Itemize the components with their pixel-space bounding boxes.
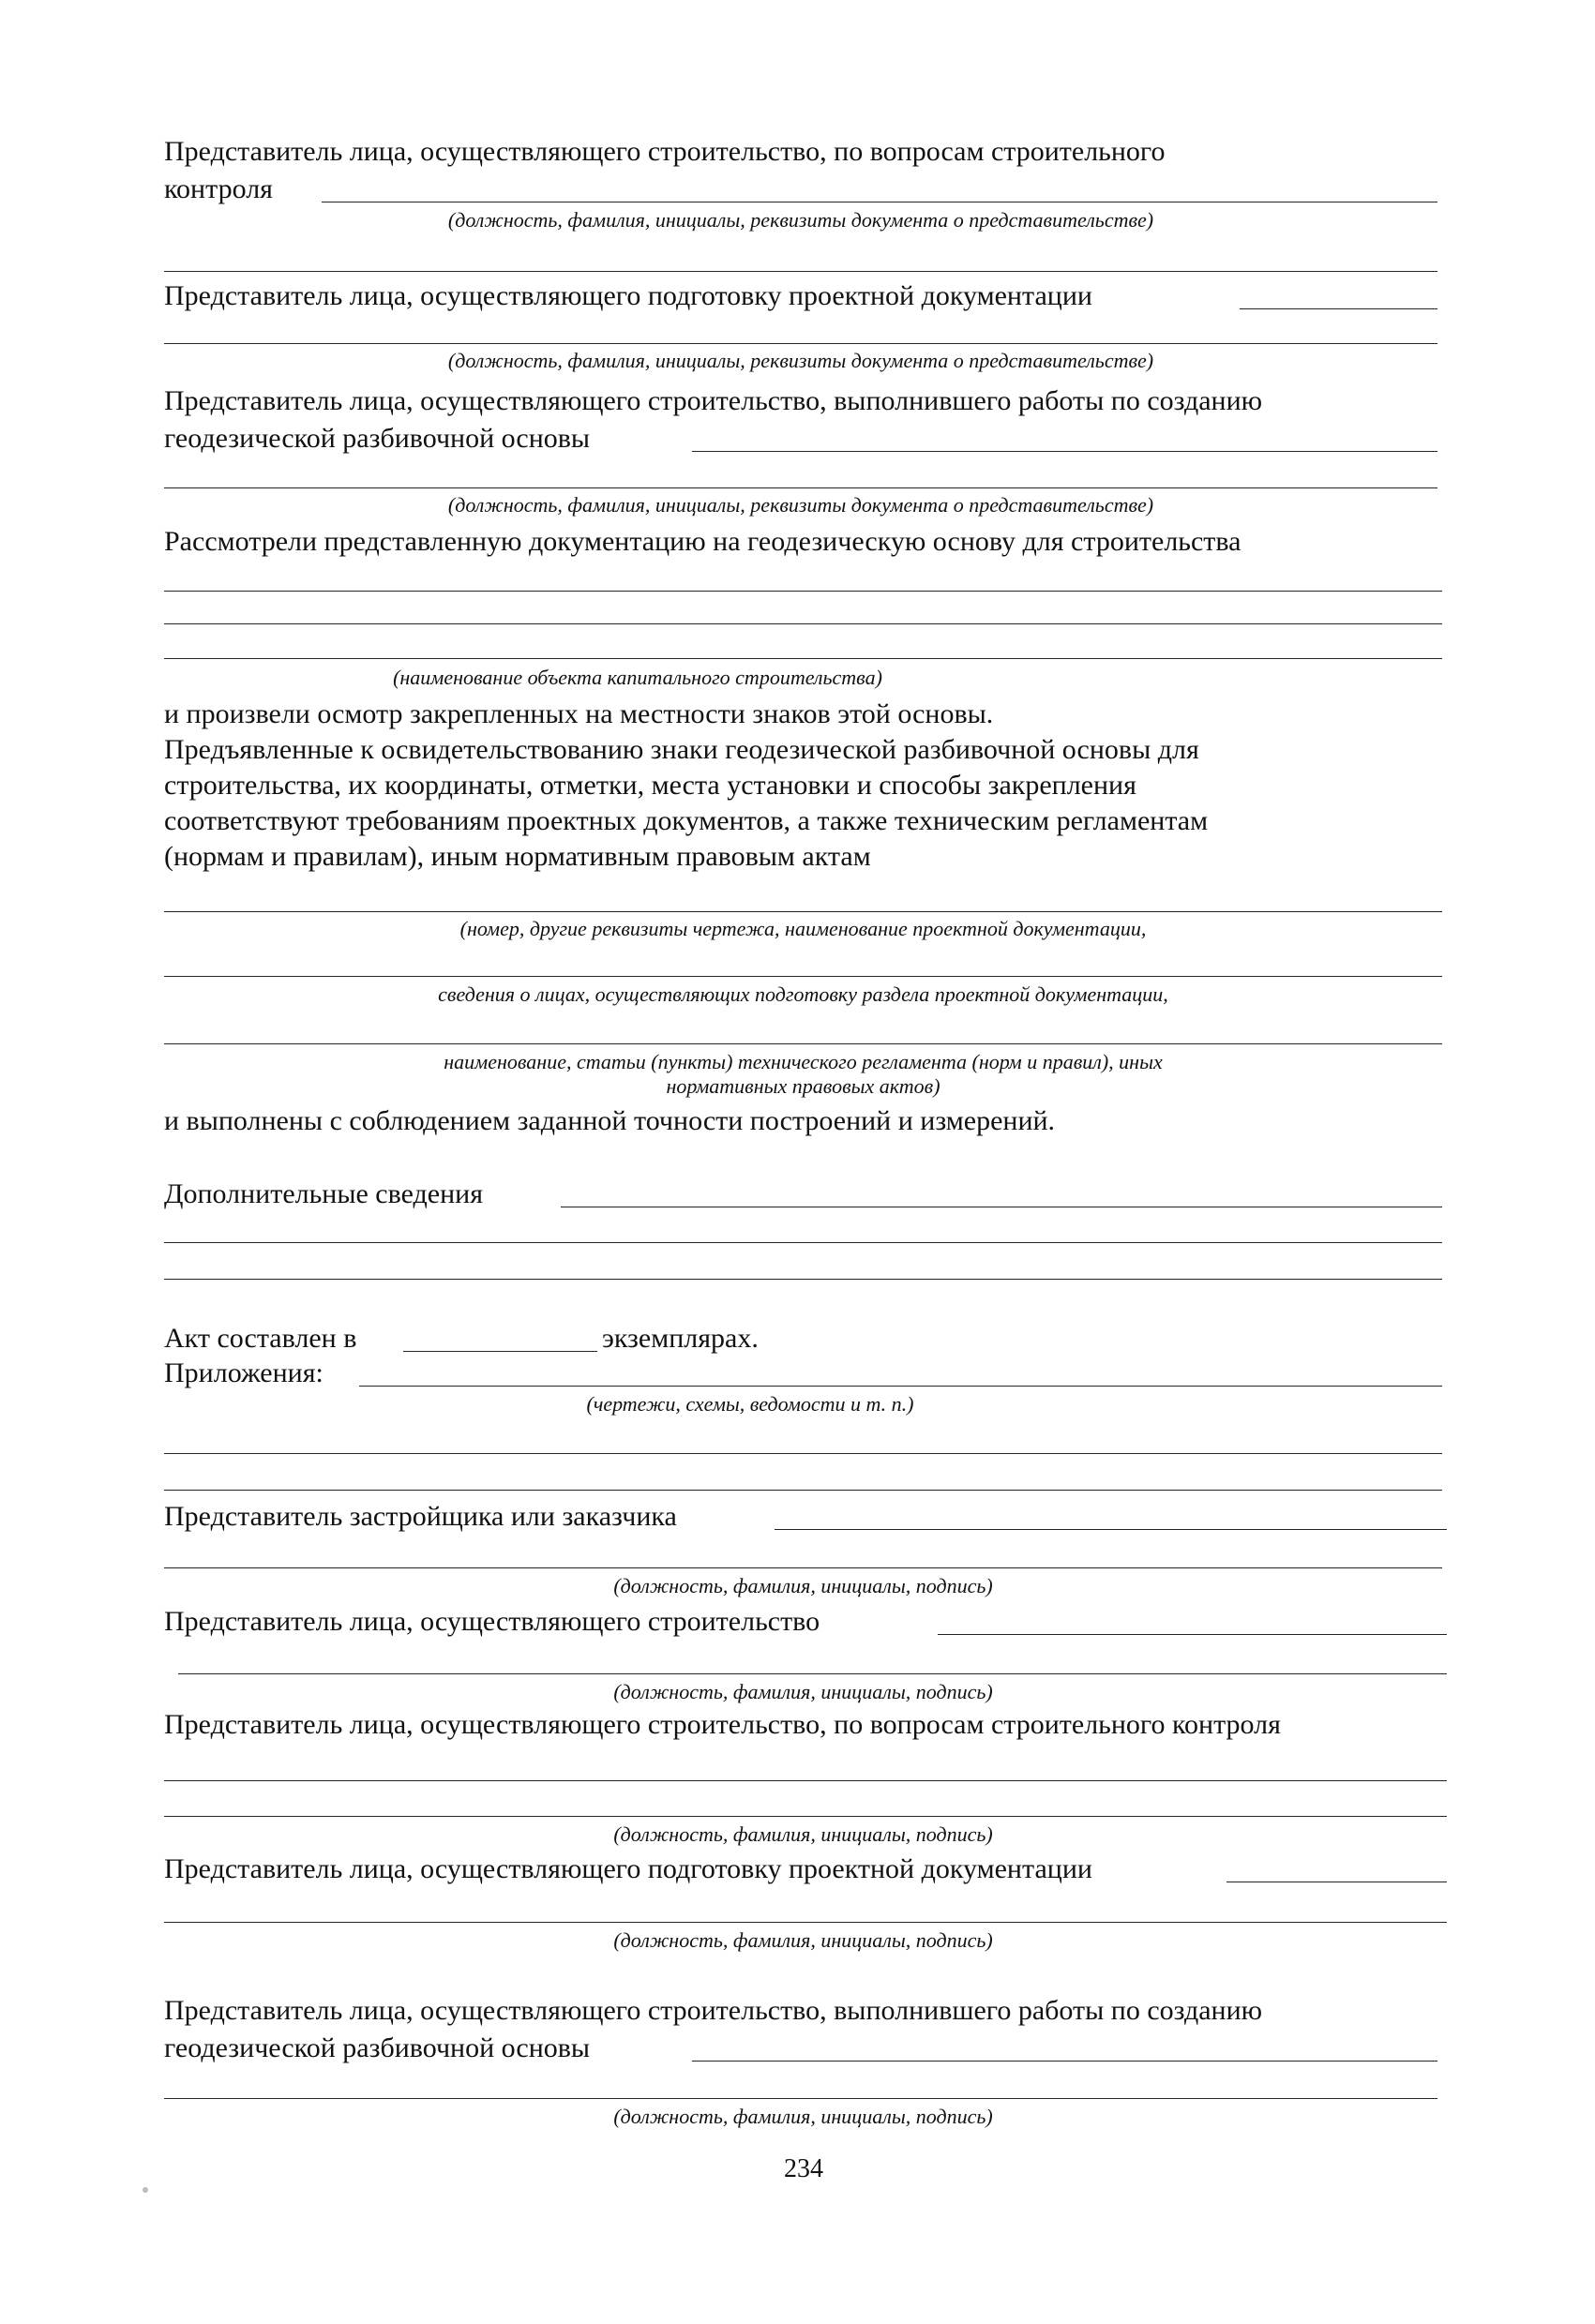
caption-signature: (должность, фамилия, инициалы, подпись) [613, 1822, 993, 1846]
underline [164, 1816, 1447, 1817]
underline [164, 658, 1442, 659]
underline [164, 271, 1437, 272]
rep-builder-control-line2: контроля [164, 173, 273, 204]
caption-signature: (должность, фамилия, инициалы, подпись) [613, 1928, 993, 1952]
caption-regulation-line2: нормативных правовых актов) [666, 1074, 940, 1098]
caption-position-doc: (должность, фамилия, инициалы, реквизиты документа о представительстве) [447, 493, 1154, 517]
caption-position-doc: (должность, фамилия, инициалы, реквизиты документа о представительстве) [447, 349, 1154, 372]
rep-geodetic-line1: Представитель лица, осуществляющего строительство, выполнившего работы по созданию [164, 385, 1263, 416]
rep-builder-control-line1: Представитель лица, осуществляющего строительство, по вопросам строительного [164, 136, 1166, 167]
rep-design-doc: Представитель лица, осуществляющего подготовку проектной документации [164, 280, 1092, 311]
caption-drawing: (номер, другие реквизиты чертежа, наименование проектной документации, [459, 917, 1147, 940]
underline [178, 1673, 1447, 1674]
caption-object-name: (наименование объекта капитального строительства) [393, 666, 882, 689]
signature-line[interactable] [938, 1634, 1447, 1635]
underline [164, 487, 1437, 488]
inspection-text-line5: (нормам и правилам), иным нормативным правовым актам [164, 841, 871, 872]
signature-line[interactable] [775, 1529, 1447, 1530]
attachments-label: Приложения: [164, 1357, 324, 1388]
scan-artifact [143, 2187, 148, 2193]
underline [164, 1922, 1447, 1923]
underline [164, 591, 1442, 592]
caption-signature: (должность, фамилия, инициалы, подпись) [613, 2105, 993, 2128]
caption-signature: (должность, фамилия, инициалы, подпись) [613, 1574, 993, 1597]
underline [164, 1279, 1442, 1280]
underline [164, 1043, 1442, 1044]
caption-signature: (должность, фамилия, инициалы, подпись) [613, 1680, 993, 1703]
signature-line[interactable] [692, 2061, 1437, 2062]
inspection-text-line1: и произвели осмотр закрепленных на местности знаков этой основы. [164, 698, 994, 729]
sig-builder-control: Представитель лица, осуществляющего строительство, по вопросам строительного контроля [164, 1709, 1281, 1740]
underline [692, 451, 1437, 452]
underline [359, 1386, 1442, 1387]
sig-geodetic-line2: геодезической разбивочной основы [164, 2032, 591, 2063]
sig-design: Представитель лица, осуществляющего подготовку проектной документации [164, 1853, 1092, 1884]
underline [403, 1351, 597, 1352]
underline [164, 343, 1437, 344]
underline [164, 1453, 1442, 1454]
underline [164, 1490, 1442, 1491]
rep-geodetic-line2: геодезической разбивочной основы [164, 423, 591, 454]
underline [1240, 308, 1437, 309]
underline [164, 1567, 1442, 1568]
caption-persons: сведения о лицах, осуществляющих подготовку раздела проектной документации, [438, 982, 1168, 1006]
page-number: 234 [784, 2154, 823, 2183]
underline [164, 2098, 1437, 2099]
underline [164, 911, 1442, 912]
underline [164, 1780, 1447, 1781]
inspection-text-line2: Предъявленные к освидетельствованию знаки геодезической разбивочной основы для [164, 734, 1199, 765]
inspection-text-line4: соответствуют требованиям проектных документов, а также техническим регламентам [164, 805, 1209, 836]
reviewed-text: Рассмотрели представленную документацию на геодезическую основу для строительства [164, 526, 1241, 557]
inspection-text-line3: строительства, их координаты, отметки, места установки и способы закрепления [164, 770, 1136, 801]
caption-regulation-line1: наименование, статьи (пункты) технического регламента (норм и правил), иных [444, 1050, 1163, 1073]
sig-developer: Представитель застройщика или заказчика [164, 1501, 677, 1532]
sig-geodetic-line1: Представитель лица, осуществляющего строительство, выполнившего работы по созданию [164, 1995, 1263, 2026]
underline [164, 1242, 1442, 1243]
act-copies-prefix: Акт составлен в [164, 1323, 357, 1354]
sig-builder: Представитель лица, осуществляющего строительство [164, 1606, 820, 1637]
additional-info-label: Дополнительные сведения [164, 1178, 484, 1209]
underline [164, 976, 1442, 977]
caption-attachments: (чертежи, схемы, ведомости и т. п.) [586, 1392, 914, 1416]
caption-position-doc: (должность, фамилия, инициалы, реквизиты документа о представительстве) [447, 208, 1154, 232]
underline [164, 623, 1442, 624]
act-copies-suffix: экземплярах. [602, 1323, 759, 1354]
accuracy-text: и выполнены с соблюдением заданной точности построений и измерений. [164, 1105, 1056, 1136]
